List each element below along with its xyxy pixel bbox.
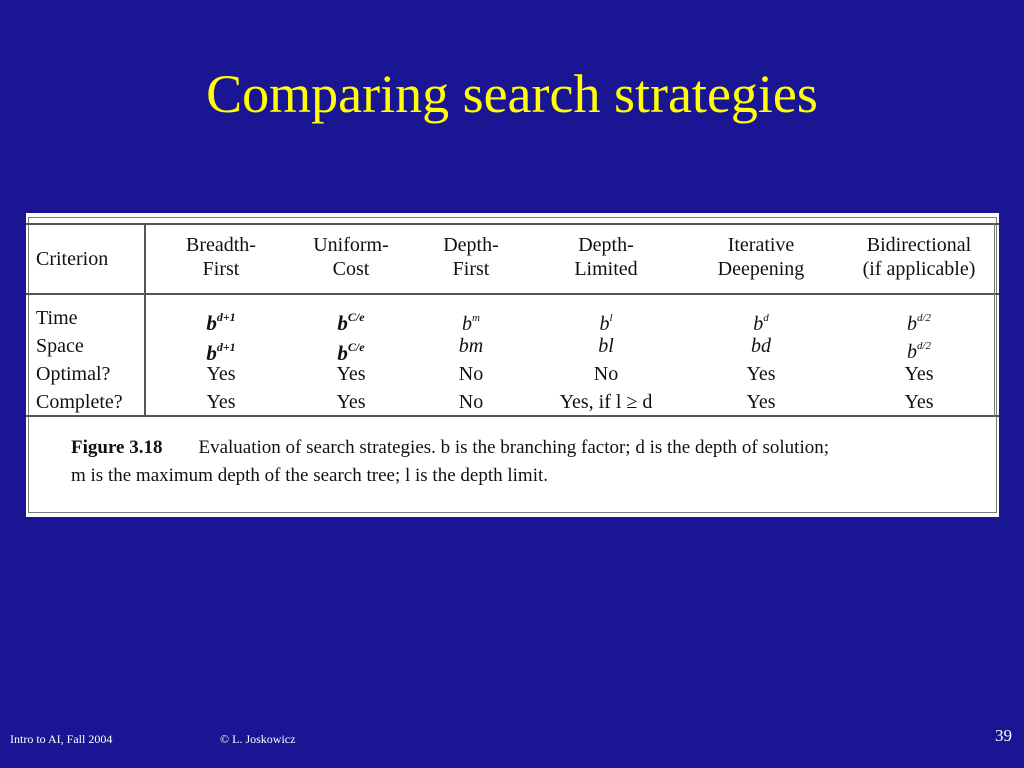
table-header-rule (26, 293, 999, 295)
space-depth-first: bm (458, 335, 484, 357)
header-breadth-first (161, 233, 281, 281)
exponent: d+1 (216, 310, 236, 324)
space-breadth-first (161, 335, 281, 365)
optimal-uniform-cost: Yes (336, 363, 366, 385)
footer-copyright: © L. Joskowicz (220, 732, 296, 746)
optimal-bidirectional: Yes (904, 363, 934, 385)
exponent: d/2 (916, 340, 932, 352)
base: b (462, 313, 473, 335)
complete-breadth-first: Yes (206, 391, 236, 413)
time-breadth-first (161, 305, 281, 335)
base: b (753, 313, 764, 335)
exponent: m (472, 312, 480, 324)
time-uniform-cost (291, 305, 411, 335)
header-line2: First (452, 258, 490, 280)
exponent: C/e (347, 310, 365, 324)
header-line1: Uniform- (313, 234, 389, 256)
figure-label: Figure 3.18 (71, 437, 163, 458)
exponent: d (763, 312, 769, 324)
row-label-complete: Complete? (36, 391, 123, 413)
complete-depth-first: No (458, 391, 484, 413)
space-iterative-deepening: bd (751, 335, 771, 357)
optimal-depth-limited: No (593, 363, 619, 385)
time-depth-first (416, 306, 526, 336)
space-depth-limited: bl (598, 335, 614, 357)
header-line2: Limited (574, 258, 638, 280)
exponent: d/2 (916, 312, 932, 324)
caption-text-line1: Evaluation of search strategies. b is the branching factor; d is the depth of solution; (198, 437, 830, 458)
row-label-optimal: Optimal? (36, 363, 111, 385)
header-line2: Deepening (717, 258, 805, 280)
base: b (906, 341, 917, 363)
base: b (337, 311, 348, 335)
exponent: C/e (347, 340, 365, 354)
header-line2: First (202, 258, 240, 280)
row-label-space: Space (36, 335, 84, 357)
table-top-rule (26, 223, 999, 225)
base: b (599, 313, 610, 335)
exponent: d+1 (216, 340, 236, 354)
slide-number: 39 (995, 726, 1012, 745)
optimal-breadth-first: Yes (206, 363, 236, 385)
time-depth-limited (536, 306, 676, 336)
header-criterion: Criterion (36, 248, 109, 270)
time-bidirectional (844, 306, 994, 336)
header-uniform-cost (291, 233, 411, 281)
complete-uniform-cost: Yes (336, 391, 366, 413)
optimal-iterative-deepening: Yes (746, 363, 776, 385)
criterion-column-divider (144, 223, 146, 417)
header-iterative-deepening (696, 233, 826, 281)
header-line1: Breadth- (186, 234, 256, 256)
base: b (337, 341, 348, 365)
header-line1: Depth- (578, 234, 634, 256)
row-label-time: Time (36, 307, 78, 329)
figure-caption (71, 434, 971, 490)
base: b (906, 313, 917, 335)
caption-line1 (71, 434, 971, 462)
header-line2: Cost (332, 258, 370, 280)
footer-course: Intro to AI, Fall 2004 (10, 732, 113, 746)
header-line2: (if applicable) (862, 258, 976, 280)
time-iterative-deepening (696, 306, 826, 336)
complete-iterative-deepening: Yes (746, 391, 776, 413)
base: b (206, 341, 217, 365)
header-depth-first (416, 233, 526, 281)
header-line1: Iterative (727, 234, 795, 256)
complete-depth-limited: Yes, if l ≥ d (559, 391, 653, 413)
optimal-depth-first: No (458, 363, 484, 385)
header-line1: Bidirectional (866, 234, 972, 256)
complete-bidirectional: Yes (904, 391, 934, 413)
table-bottom-rule (26, 415, 999, 417)
space-bidirectional (844, 334, 994, 364)
base: b (206, 311, 217, 335)
header-depth-limited (536, 233, 676, 281)
slide-title: Comparing search strategies (206, 64, 818, 124)
exponent: l (609, 312, 613, 324)
space-uniform-cost (291, 335, 411, 365)
caption-text-line2: m is the maximum depth of the search tree; l is the depth limit. (71, 465, 549, 486)
comparison-figure (26, 213, 999, 517)
header-bidirectional (844, 233, 994, 281)
header-line1: Depth- (443, 234, 499, 256)
